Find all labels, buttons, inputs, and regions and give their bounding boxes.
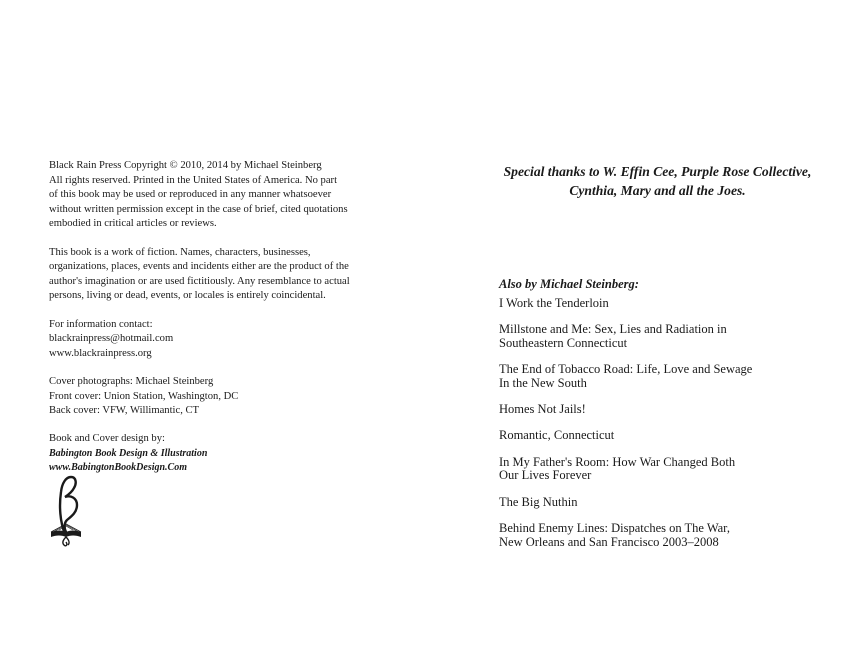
design-credits xyxy=(49,432,379,476)
book-title: In My Father's Room: How War Changed Both xyxy=(499,454,736,469)
book-title-continued: In the New South xyxy=(499,375,587,390)
special-thanks xyxy=(490,162,825,200)
copyright-line: embodied in critical articles or reviews. xyxy=(49,218,217,230)
book-title: The End of Tobacco Road: Life, Love and Sewage xyxy=(499,362,753,377)
copyright-line: All rights reserved. Printed in the United States of America. No part xyxy=(49,174,338,186)
designer-name: Babington Book Design & Illustration xyxy=(49,447,208,459)
list-item xyxy=(499,363,839,391)
photo-credit-line: Back cover: VFW, Willimantic, CT xyxy=(49,405,200,417)
design-label: Book and Cover design by: xyxy=(49,433,165,445)
copyright-line: without written permission except in the case of brief, cited quotations xyxy=(49,203,348,215)
disclaimer-line: organizations, places, events and incidents either are the product of the xyxy=(49,261,349,273)
book-title: I Work the Tenderloin xyxy=(499,296,609,310)
disclaimer-line: author's imagination or are used fictitiously. Any resemblance to actual xyxy=(49,275,350,287)
book-title-continued: Our Lives Forever xyxy=(499,468,592,483)
book-title: Behind Enemy Lines: Dispatches on The War, xyxy=(499,520,730,535)
disclaimer-line: persons, living or dead, events, or locales is entirely coincidental. xyxy=(49,290,326,302)
book-title: Millstone and Me: Sex, Lies and Radiation in xyxy=(499,322,727,337)
book-title: The Big Nuthin xyxy=(499,494,578,509)
thanks-line: Cynthia, Mary and all the Joes. xyxy=(569,183,746,198)
list-item xyxy=(499,403,839,417)
fiction-disclaimer xyxy=(49,246,379,304)
babington-b-book-icon xyxy=(49,474,83,550)
cover-photo-credits xyxy=(49,375,379,419)
copyright-line: of this book may be used or reproduced in any manner whatsoever xyxy=(49,189,332,201)
designer-url: www.BabingtonBookDesign.Com xyxy=(49,462,187,474)
copyright-paragraph xyxy=(49,159,379,232)
contact-info xyxy=(49,318,379,362)
copyright-page xyxy=(49,159,379,490)
also-by-heading: Also by Michael Steinberg: xyxy=(499,277,639,291)
list-item xyxy=(499,429,839,443)
list-item xyxy=(499,496,839,510)
book-title: Homes Not Jails! xyxy=(499,402,586,417)
list-item xyxy=(499,297,839,311)
contact-email: blackrainpress@hotmail.com xyxy=(49,333,174,345)
book-title-continued: Southeastern Connecticut xyxy=(499,335,628,350)
book-title-continued: New Orleans and San Francisco 2003–2008 xyxy=(499,534,719,549)
book-list xyxy=(499,297,839,562)
photo-credit-line: Front cover: Union Station, Washington, DC xyxy=(49,390,239,402)
list-item xyxy=(499,522,839,550)
disclaimer-line: This book is a work of fiction. Names, characters, businesses, xyxy=(49,246,311,258)
copyright-line: Black Rain Press Copyright © 2010, 2014 by Michael Steinberg xyxy=(49,160,322,171)
contact-label: For information contact: xyxy=(49,318,153,330)
photo-credit-line: Cover photographs: Michael Steinberg xyxy=(49,375,214,387)
list-item xyxy=(499,456,839,484)
list-item xyxy=(499,323,839,351)
thanks-line: Special thanks to W. Effin Cee, Purple Rose Collective, xyxy=(503,164,812,179)
book-title: Romantic, Connecticut xyxy=(499,428,615,443)
contact-website: www.blackrainpress.org xyxy=(49,347,152,359)
